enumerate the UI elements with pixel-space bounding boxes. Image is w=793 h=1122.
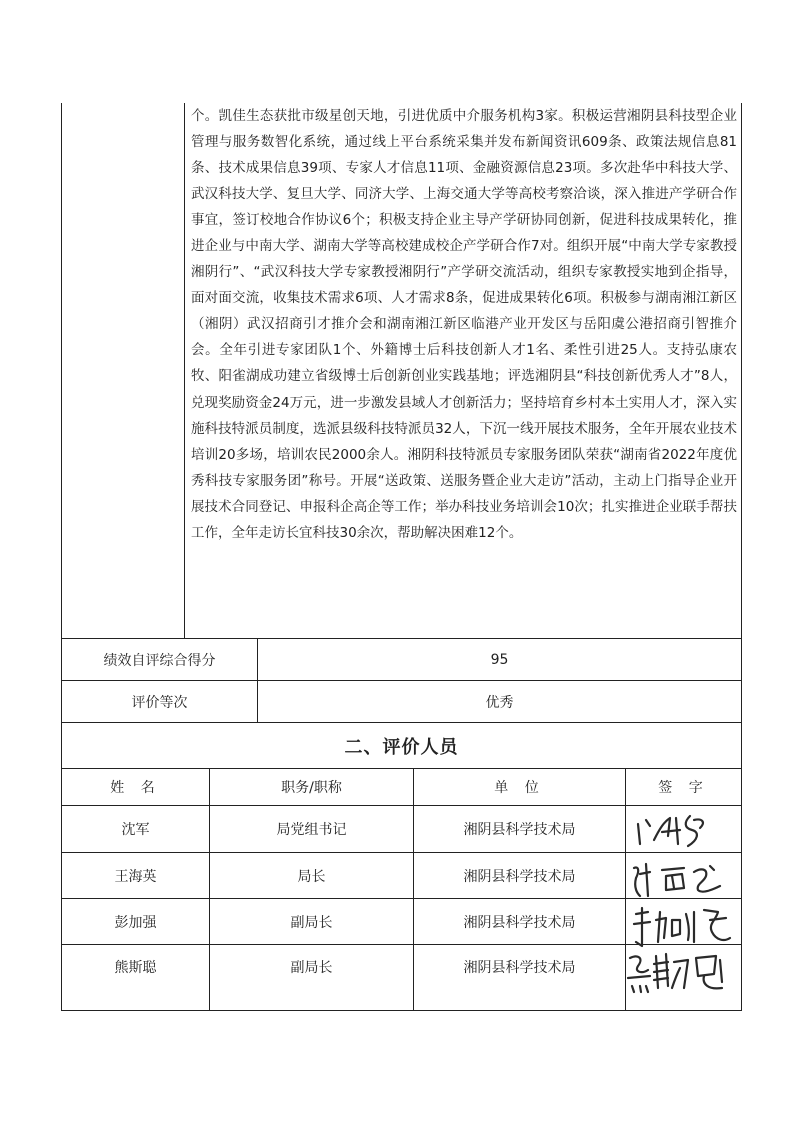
header-title: 职务/职称 [281, 780, 342, 796]
grade-label: 评价等次 [131, 694, 188, 711]
signature-wang-haiying [628, 856, 736, 900]
person-unit: 湘阴县科学技术局 [463, 960, 576, 976]
signature-xiong-sicong [624, 948, 736, 998]
row-line-9 [61, 1010, 742, 1011]
grade-value: 优秀 [485, 694, 514, 711]
person-name: 彭加强 [114, 914, 157, 931]
person-title: 副局长 [290, 914, 333, 931]
person-unit: 湘阴县科学技术局 [463, 822, 576, 838]
person-title: 局党组书记 [276, 822, 347, 838]
header-unit: 单 位 [494, 780, 545, 796]
signature-peng-jiaqiang [630, 902, 738, 950]
person-unit: 湘阴县科学技术局 [463, 868, 576, 885]
upper-inner-divider [184, 103, 185, 638]
person-unit: 湘阴县科学技术局 [463, 914, 576, 931]
table-outer-right-border [741, 103, 742, 1011]
person-name: 王海英 [114, 868, 157, 885]
achievement-paragraph: 个。凯佳生态获批市级星创天地，引进优质中介服务机构3家。积极运营湘阴县科技型企业管理与服务数智化系统，通过线上平台系统采集并发布新闻资讯609条、政策法规信息81条、技术成果信息39项、专家人才信息11项、金融资源信息23项。多次赴华中科技大学、武汉科技大学、复旦大学、同济大学、上海交通大学等高校考察洽谈，深入推进产学研合作事宜，签订校地合作协议6个；积极支持企业主导产学研协同创新，促进科技成果转化，推进企业与中南大学、湖南大学等高校建成校企产学研合作7对。组织开展“中南大学专家教授湘阴行”、“武汉科技大学专家教授湘阴行”产学研交流活动，组织专家教授实地到企指导，面对面交流，收集技术需求6项、人才需求8条，促进成果转化6项。积极参与湖南湘江新区（湘阴）武汉招商引才推介会和湖南湘江新区临港产业开发区与岳阳虞公港招商引智推介会。全年引进专家团队1个、外籍博士后科技创新人才1名、柔性引进25人。支持弘康农牧、阳雀湖成功建立省级博士后创新创业实践基地；评选湘阴县“科技创新优秀人才”8人，兑现奖励资金24万元，进一步激发县域人才创新活力；坚持培育乡村本土实用人才，深入实施科技特派员制度，选派县级科技特派员32人，下沉一线开展技术服务，全年开展农业技术培训20多场，培训农民2000余人。湘阴科技特派员专家服务团队荣获“湖南省2022年度优秀科技专家服务团”称号。开展“送政策、送服务暨企业大走访”活动，主动上门指导企业开展技术合同登记、申报科企高企等工作；举办科技业务培训会10次；扎实推进企业联手帮扶工作，全年走访长宜科技30余次，帮助解决困难12个。 [191, 108, 737, 541]
person-title: 局长 [297, 868, 326, 885]
person-name: 熊斯聪 [114, 960, 157, 976]
header-signature: 签 字 [658, 780, 709, 796]
person-title: 副局长 [290, 960, 333, 976]
score-value: 95 [490, 651, 509, 668]
person-name: 沈军 [121, 822, 150, 838]
score-label: 绩效自评综合得分 [103, 652, 216, 669]
section-title: 二、评价人员 [344, 736, 459, 758]
signature-shen-jun [632, 810, 732, 850]
header-name: 姓 名 [110, 780, 161, 796]
